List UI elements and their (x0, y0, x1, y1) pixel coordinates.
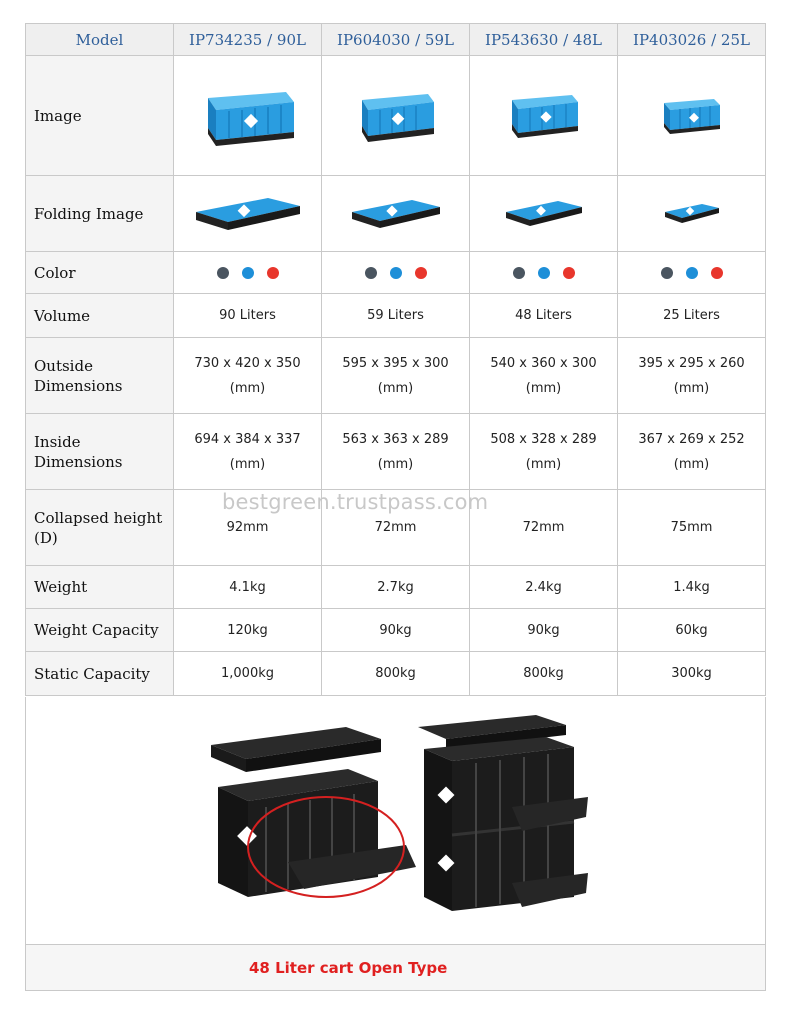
collapsed-48l: 72mm (470, 490, 618, 566)
blue-swatch-icon (390, 267, 402, 279)
outside-value: 730 x 420 x 350 (194, 355, 301, 371)
header-row (26, 24, 766, 56)
unit-label: (mm) (229, 456, 266, 472)
inside-48l (470, 414, 618, 490)
spec-table (25, 23, 766, 696)
static-48l: 800kg (470, 652, 618, 696)
capacity-row (26, 609, 766, 652)
collapsed-row (26, 490, 766, 566)
unit-label: (mm) (673, 456, 710, 472)
gray-swatch-icon (661, 267, 673, 279)
blue-crate-icon (658, 91, 726, 137)
inside-59l (322, 414, 470, 490)
unit-label: (mm) (525, 456, 562, 472)
inside-label: Inside Dimensions (26, 414, 174, 490)
capacity-59l: 90kg (322, 609, 470, 652)
blue-swatch-icon (242, 267, 254, 279)
outside-value: 595 x 395 x 300 (342, 355, 449, 371)
model-48l: IP543630 / 48L (470, 24, 618, 56)
folded-image-48l (470, 176, 618, 252)
weight-48l: 2.4kg (470, 566, 618, 609)
weight-90l: 4.1kg (174, 566, 322, 609)
open-type-photo (25, 697, 766, 944)
black-crate-open-icon (26, 697, 765, 944)
volume-row (26, 294, 766, 338)
blue-crate-icon (194, 80, 302, 148)
capacity-90l: 120kg (174, 609, 322, 652)
capacity-25l: 60kg (618, 609, 766, 652)
blue-swatch-icon (538, 267, 550, 279)
collapsed-59l: 72mm (322, 490, 470, 566)
red-swatch-icon (563, 267, 575, 279)
inside-value: 508 x 328 x 289 (490, 431, 597, 447)
outside-value: 540 x 360 x 300 (490, 355, 597, 371)
static-label: Static Capacity (26, 652, 174, 696)
outside-row (26, 338, 766, 414)
red-swatch-icon (415, 267, 427, 279)
volume-25l: 25 Liters (618, 294, 766, 338)
folding-row (26, 176, 766, 252)
red-swatch-icon (267, 267, 279, 279)
folded-image-59l (322, 176, 470, 252)
crate-image-59l (322, 56, 470, 176)
folded-crate-icon (662, 196, 722, 228)
crate-image-25l (618, 56, 766, 176)
outside-25l (618, 338, 766, 414)
gray-swatch-icon (217, 267, 229, 279)
unit-label: (mm) (525, 380, 562, 396)
unit-label: (mm) (377, 380, 414, 396)
gray-swatch-icon (365, 267, 377, 279)
volume-90l: 90 Liters (174, 294, 322, 338)
blue-swatch-icon (686, 267, 698, 279)
unit-label: (mm) (377, 456, 414, 472)
crate-image-90l (174, 56, 322, 176)
color-row (26, 252, 766, 294)
folded-crate-icon (348, 192, 444, 232)
outside-90l (174, 338, 322, 414)
watermark: bestgreen.trustpass.com (222, 490, 489, 514)
capacity-48l: 90kg (470, 609, 618, 652)
volume-48l: 48 Liters (470, 294, 618, 338)
gray-swatch-icon (513, 267, 525, 279)
collapsed-label: Collapsed height (D) (26, 490, 174, 566)
static-59l: 800kg (322, 652, 470, 696)
outside-value: 395 x 295 x 260 (638, 355, 745, 371)
folded-image-90l (174, 176, 322, 252)
color-label: Color (26, 252, 174, 294)
volume-label: Volume (26, 294, 174, 338)
collapsed-25l: 75mm (618, 490, 766, 566)
outside-59l (322, 338, 470, 414)
color-swatches-25l (618, 252, 766, 294)
caption-text: 48 Liter cart Open Type (249, 959, 448, 977)
folded-crate-icon (192, 190, 304, 234)
blue-crate-icon (504, 86, 584, 142)
outside-label: Outside Dimensions (26, 338, 174, 414)
blue-crate-icon (352, 84, 440, 144)
folded-image-25l (618, 176, 766, 252)
weight-row (26, 566, 766, 609)
model-25l: IP403026 / 25L (618, 24, 766, 56)
weight-59l: 2.7kg (322, 566, 470, 609)
static-25l: 300kg (618, 652, 766, 696)
crate-image-48l (470, 56, 618, 176)
inside-row (26, 414, 766, 490)
unit-label: (mm) (229, 380, 266, 396)
model-label: Model (26, 24, 174, 56)
static-row (26, 652, 766, 696)
weight-label: Weight (26, 566, 174, 609)
model-59l: IP604030 / 59L (322, 24, 470, 56)
weight-25l: 1.4kg (618, 566, 766, 609)
color-swatches-90l (174, 252, 322, 294)
folded-crate-icon (502, 193, 586, 231)
color-swatches-48l (470, 252, 618, 294)
volume-59l: 59 Liters (322, 294, 470, 338)
static-90l: 1,000kg (174, 652, 322, 696)
inside-value: 563 x 363 x 289 (342, 431, 449, 447)
folding-label: Folding Image (26, 176, 174, 252)
image-row (26, 56, 766, 176)
inside-value: 694 x 384 x 337 (194, 431, 301, 447)
image-label: Image (26, 56, 174, 176)
color-swatches-59l (322, 252, 470, 294)
caption-box (25, 944, 766, 991)
outside-48l (470, 338, 618, 414)
unit-label: (mm) (673, 380, 710, 396)
inside-value: 367 x 269 x 252 (638, 431, 745, 447)
collapsed-90l: 92mm (174, 490, 322, 566)
inside-25l (618, 414, 766, 490)
model-90l: IP734235 / 90L (174, 24, 322, 56)
red-swatch-icon (711, 267, 723, 279)
inside-90l (174, 414, 322, 490)
capacity-label: Weight Capacity (26, 609, 174, 652)
